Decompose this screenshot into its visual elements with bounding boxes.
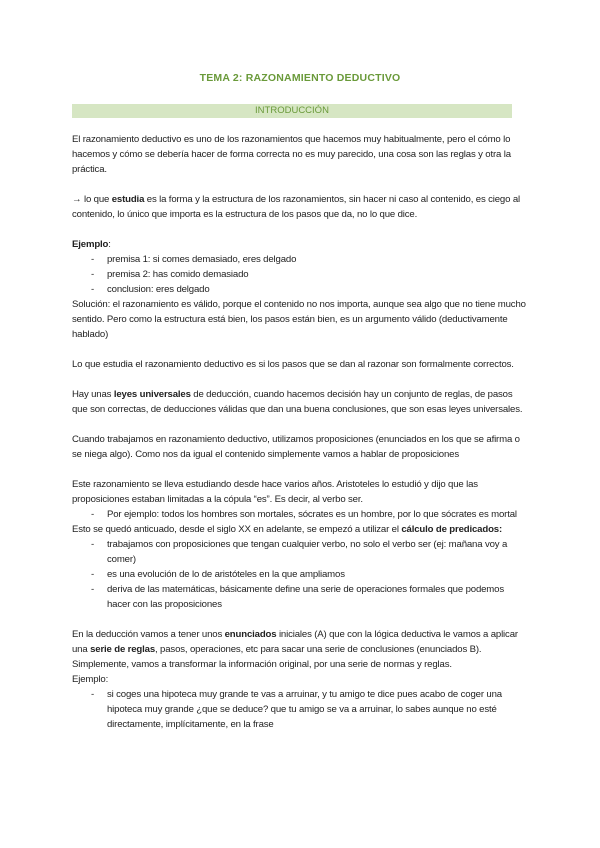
list-item: - si coges una hipoteca muy grande te vas a arruinar, y tu amigo te dice pues acabo de coger una hipoteca muy grande ¿que se deduce? que tu amigo se va a arruinar, lo sabes aunque no esté directamente, implícitamente, en la frase xyxy=(72,687,527,732)
document-body xyxy=(72,132,527,732)
paragraph-study xyxy=(72,192,527,222)
text: de deducción, cuando hacemos decisión hay un conjunto de reglas, de pasos que son correctas, de deducciones válidas que dan una buena conclusiones, que son esas leyes universales. xyxy=(72,389,523,415)
paragraph-intro: El razonamiento deductivo es uno de los razonamientos que hacemos muy habitualmente, pero el cómo lo hacemos y cómo se debería hacer de forma correcta no es muy parecido, una cosa son las reglas y otra la práctica. xyxy=(72,134,511,175)
text: : xyxy=(108,239,111,250)
paragraph-predicates xyxy=(72,522,527,537)
list-item: - es una evolución de lo de aristóteles en la que ampliamos xyxy=(72,567,527,582)
aristotle-list xyxy=(72,507,527,522)
section-banner: INTRODUCCIÓN xyxy=(72,104,512,118)
document-title: TEMA 2: RAZONAMIENTO DEDUCTIVO xyxy=(199,72,401,84)
paragraph-propositions: Cuando trabajamos en razonamiento deductivo, utilizamos proposiciones (enunciados en los que se afirma o se niega algo). Como nos da igual el contenido simplemente vamos a hablar de proposiciones xyxy=(72,434,520,460)
bold-text: leyes universales xyxy=(113,389,191,400)
paragraph-formal: Lo que estudia el razonamiento deductivo es si los pasos que se dan al razonar son formalmente correctos. xyxy=(72,359,514,370)
text: Esto se quedó anticuado, desde el siglo XX en adelante, se empezó a utilizar el xyxy=(72,524,402,535)
paragraph-deduction xyxy=(72,627,527,657)
bold-text: serie de reglas xyxy=(90,644,156,655)
bold-text: estudia xyxy=(111,194,145,205)
example-heading-2: Ejemplo: xyxy=(72,674,109,685)
list-item: - trabajamos con proposiciones que tengan cualquier verbo, no solo el verbo ser (ej: mañana voy a comer) xyxy=(72,537,527,567)
example-list xyxy=(72,252,527,297)
list-item: - conclusion: eres delgado xyxy=(72,282,527,297)
paragraph-aristotle: Este razonamiento se lleva estudiando desde hace varios años. Aristoteles lo estudió y dijo que las proposiciones estaban limitadas a la cópula “es”. Es decir, al verbo ser. xyxy=(72,479,478,505)
list-item: - Por ejemplo: todos los hombres son mortales, sócrates es un hombre, por lo que sócrates es mortal xyxy=(72,507,527,522)
bold-text: Ejemplo xyxy=(72,239,109,250)
example-heading xyxy=(72,237,527,252)
deduction-list xyxy=(72,687,527,732)
list-item: - deriva de las matemáticas, básicamente define una serie de operaciones formales que podemos hacer con las proposiciones xyxy=(72,582,527,612)
text: En la deducción vamos a tener unos xyxy=(72,629,225,640)
text: es la forma y la estructura de los razonamientos, sin hacer ni caso al contenido, es ciego al contenido, lo único que importa es la estructura de los pasos que da, no lo que dice. xyxy=(72,194,520,220)
list-item: - premisa 1: si comes demasiado, eres delgado xyxy=(72,252,527,267)
bold-text: enunciados xyxy=(224,629,277,640)
bold-text: cálculo de predicados: xyxy=(401,524,503,535)
text: → lo que xyxy=(72,194,112,205)
paragraph-solution: Solución: el razonamiento es válido, porque el contenido no nos importa, aunque sea algo que no tiene mucho sentido. Pero como la estructura está bien, los pasos están bien, es un argumento válido (deductivamente hablado) xyxy=(72,299,526,340)
text: Hay unas xyxy=(72,389,114,400)
text: iniciales (A) que con la lógica deductiva le vamos a aplicar una xyxy=(72,629,518,655)
list-item: - premisa 2: has comido demasiado xyxy=(72,267,527,282)
paragraph-laws xyxy=(72,387,527,417)
predicates-list xyxy=(72,537,527,612)
paragraph-transform: Simplemente, vamos a transformar la información original, por una serie de normas y reglas. xyxy=(72,659,452,670)
text: , pasos, operaciones, etc para sacar una serie de conclusiones (enunciados B). xyxy=(155,644,482,655)
